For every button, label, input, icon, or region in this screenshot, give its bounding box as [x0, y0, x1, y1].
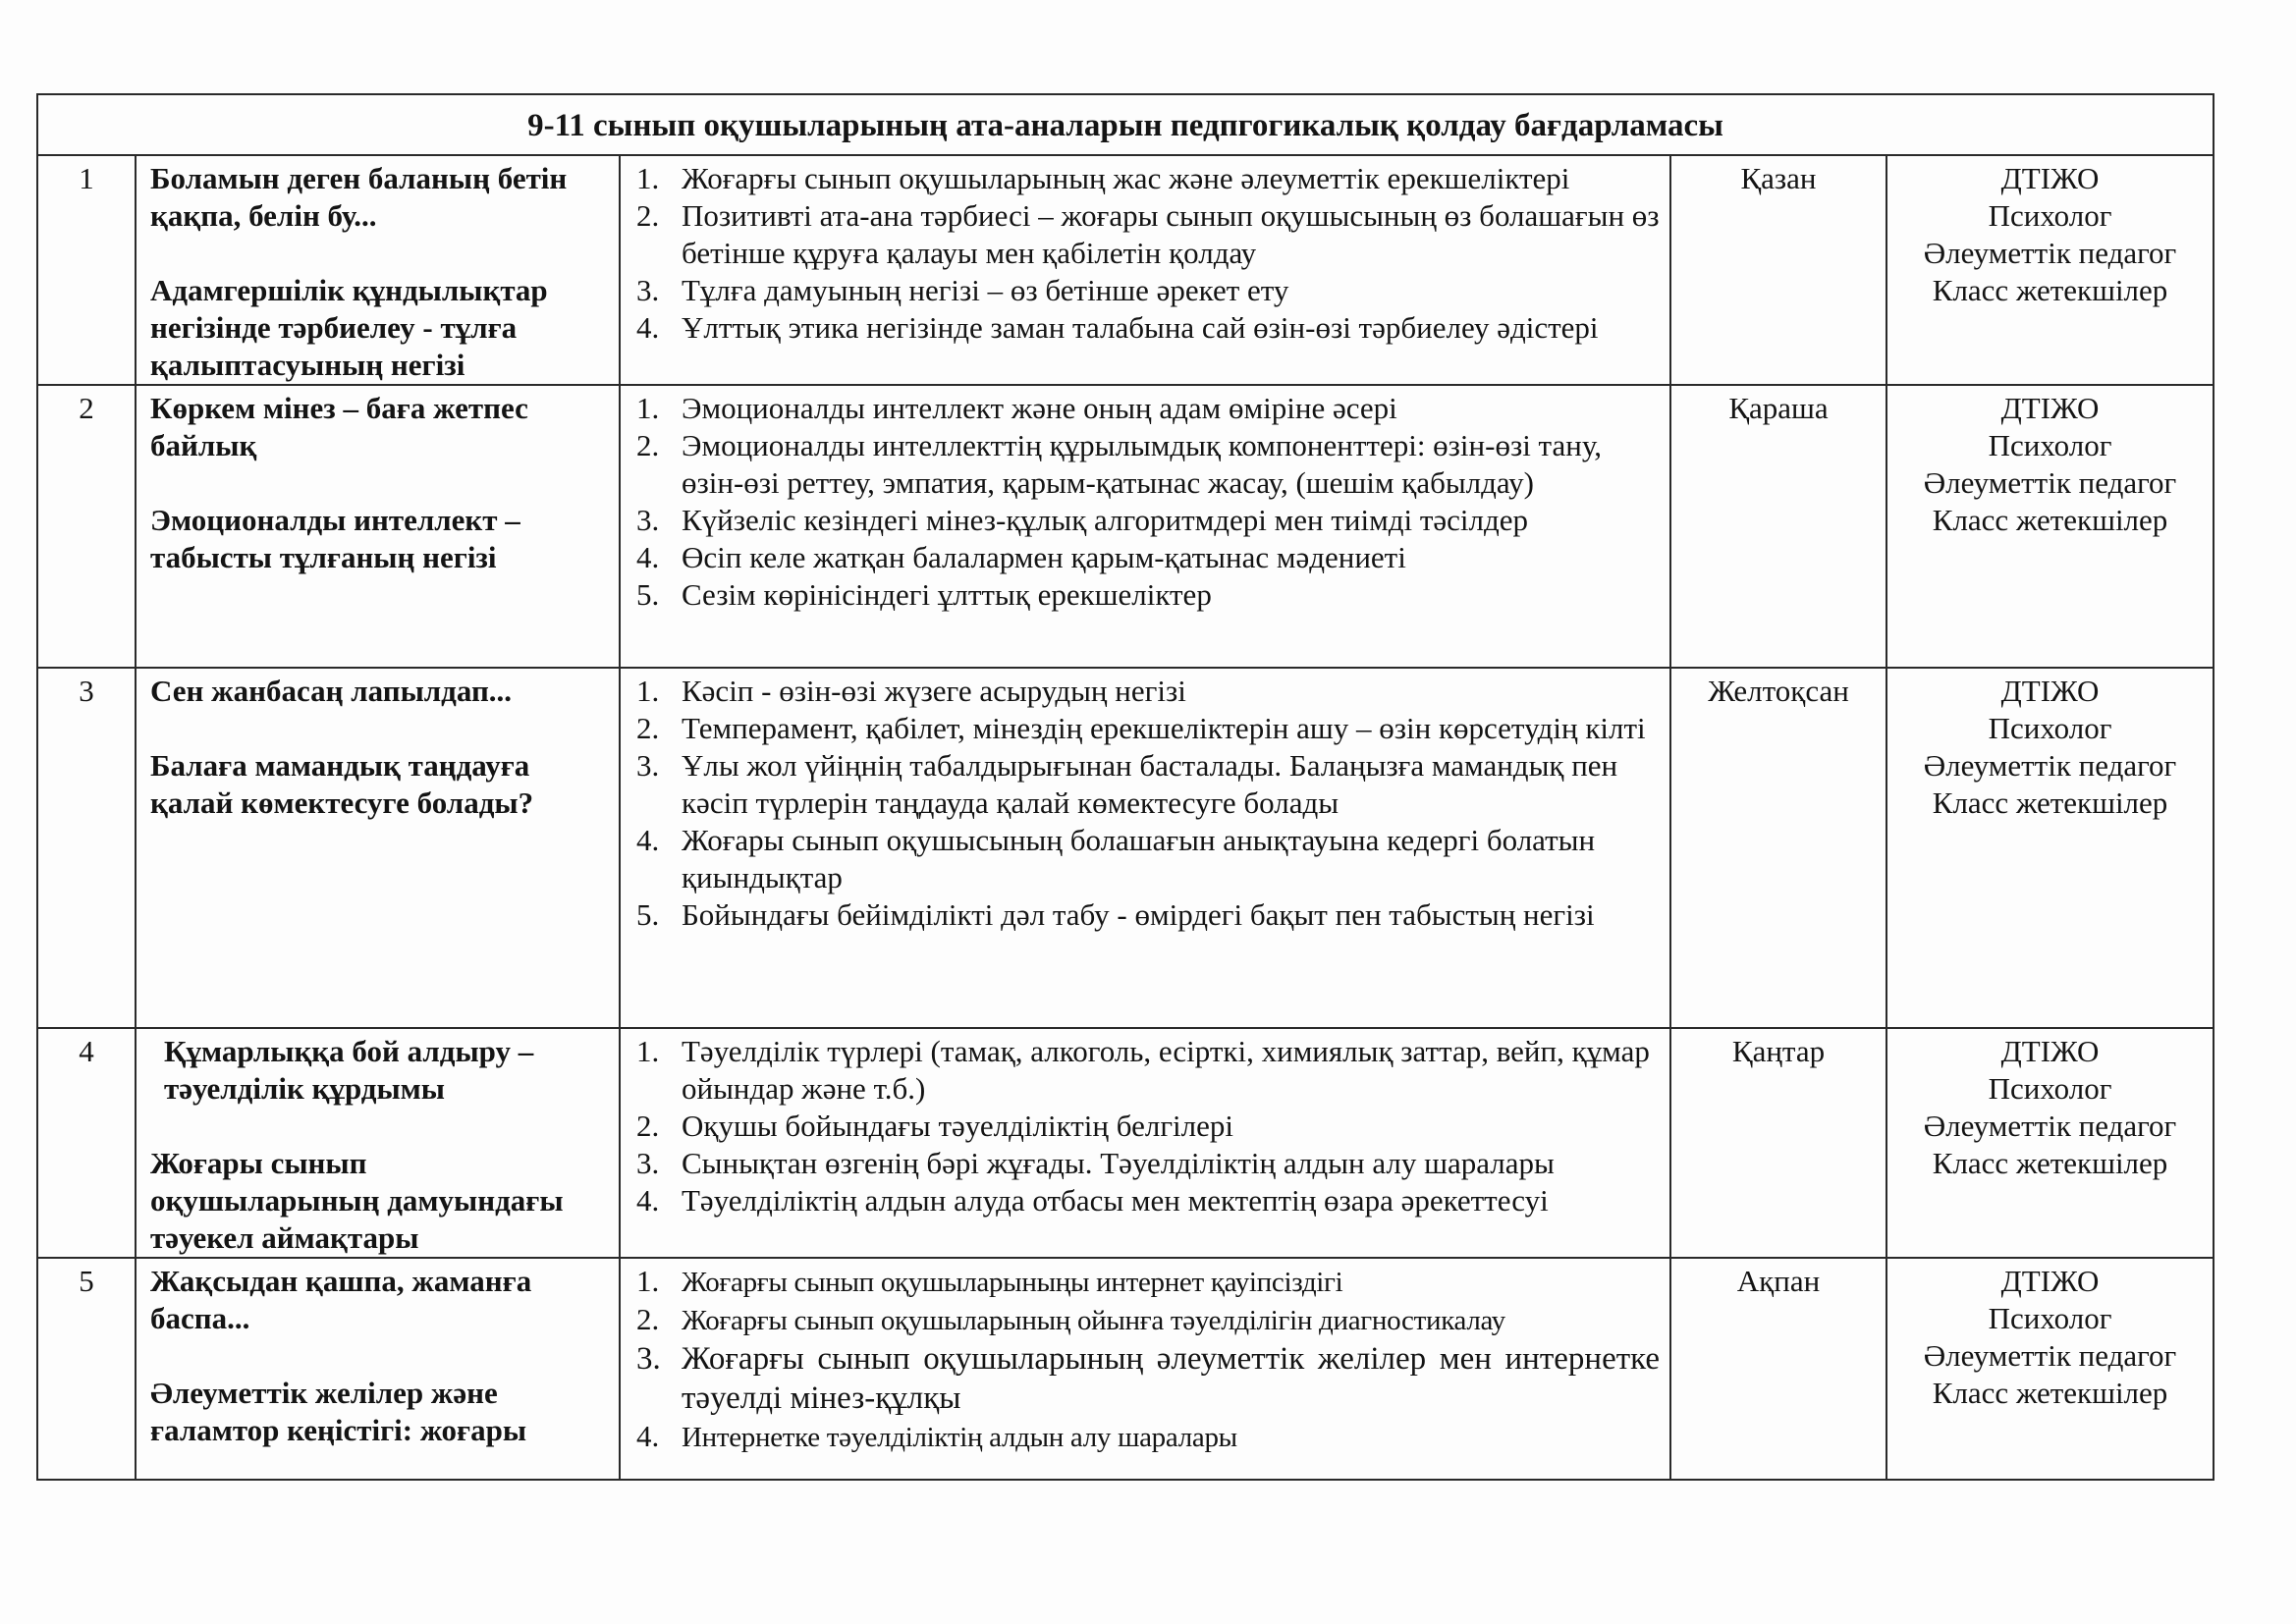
topic-subtitle: тәуекел аймақтары	[150, 1220, 419, 1255]
list-item: 1. Тәуелділік түрлері (тамақ, алкоголь, есірткі, химиялық заттар, вейп, құмар ойындар және т.б.)	[636, 1034, 1650, 1106]
list-item: 3. Жоғарғы сынып оқушыларының әлеуметтік желілер мен интернетке тәуелді мінез-құлқы	[636, 1341, 1660, 1416]
list-item: 1. Эмоционалды интеллект және оның адам өміріне әсері	[636, 391, 1397, 425]
table-title: 9-11 сынып оқушыларының ата-аналарын педпгогикалық қолдау бағдарламасы	[37, 94, 2214, 155]
list-item: 4. Ұлттық этика негізінде заман талабына сай өзін-өзі тәрбиелеу әдістері	[636, 310, 1599, 345]
topic-title: байлық	[150, 428, 257, 462]
items-cell	[620, 1028, 1670, 1258]
topic-cell	[136, 1028, 620, 1258]
topic-cell	[136, 1258, 620, 1480]
list-item: 3. Күйзеліс кезіндегі мінез-құлық алгоритмдері мен тиімді тәсілдер	[636, 503, 1529, 537]
month-cell: Ақпан	[1670, 1258, 1886, 1480]
topic-cell	[136, 155, 620, 385]
list-item: 2. Темперамент, қабілет, мінездің ерекшеліктерін ашу – өзін көрсетудің кілті	[636, 711, 1646, 745]
items-list	[629, 390, 1660, 614]
topic-title: Құмарлыққа бой алдыру –	[164, 1034, 534, 1068]
topic-title: баспа...	[150, 1301, 250, 1335]
topic-cell	[136, 385, 620, 668]
month-cell: Қазан	[1670, 155, 1886, 385]
list-item: 5. Сезім көрінісіндегі ұлттық ерекшеліктер	[636, 577, 1212, 612]
list-item: 1. Жоғарғы сынып оқушыларыныңы интернет қауіпсіздігі	[636, 1264, 1343, 1298]
responsible-cell: ДТІЖО Психолог Әлеуметтік педагог Класс жетекшілер	[1886, 155, 2214, 385]
list-item: 2. Оқушы бойындағы тәуелділіктің белгілері	[636, 1109, 1234, 1143]
items-cell	[620, 155, 1670, 385]
items-cell	[620, 668, 1670, 1028]
table-row	[37, 668, 2214, 1028]
responsible-cell: ДТІЖО Психолог Әлеуметтік педагог Класс жетекшілер	[1886, 1028, 2214, 1258]
list-item: 2. Эмоционалды интеллекттің құрылымдық компоненттері: өзін-өзі тану, өзін-өзі реттеу, эмпатия, қарым-қатынас жасау, (шешім қабылдау)	[636, 428, 1602, 500]
topic-subtitle: негізінде тәрбиелеу - тұлға	[150, 310, 518, 345]
row-number: 4	[37, 1028, 136, 1258]
topic-title: Сен жанбасаң лапылдап...	[150, 674, 513, 708]
list-item: 2. Позитивті ата-ана тәрбиесі – жоғары сынып оқушысының өз болашағын өз бетінше құруға қалауы мен қабілетін қолдау	[636, 198, 1660, 270]
list-item: 3. Сынықтан өзгенің бәрі жұғады. Тәуелділіктің алдын алу шаралары	[636, 1146, 1555, 1180]
items-list	[629, 673, 1660, 934]
row-number: 2	[37, 385, 136, 668]
table-row	[37, 1028, 2214, 1258]
responsible-cell: ДТІЖО Психолог Әлеуметтік педагог Класс жетекшілер	[1886, 1258, 2214, 1480]
topic-cell	[136, 668, 620, 1028]
topic-subtitle: Әлеуметтік желілер және	[150, 1376, 498, 1410]
topic-subtitle: табысты тұлғаның негізі	[150, 540, 497, 574]
responsible-cell: ДТІЖО Психолог Әлеуметтік педагог Класс жетекшілер	[1886, 385, 2214, 668]
topic-subtitle: Эмоционалды интеллект –	[150, 503, 520, 537]
list-item: 4. Интернетке тәуелділіктің алдын алу шаралары	[636, 1419, 1237, 1453]
row-number: 3	[37, 668, 136, 1028]
month-cell: Желтоқсан	[1670, 668, 1886, 1028]
list-item: 3. Ұлы жол үйіңнің табалдырығынан басталады. Балаңызға мамандық пен кәсіп түрлерін таңдауда қалай көмектесуге болады	[636, 748, 1618, 820]
list-item: 4. Өсіп келе жатқан балалармен қарым-қатынас мәдениеті	[636, 540, 1406, 574]
topic-subtitle: Адамгершілік құндылықтар	[150, 273, 548, 307]
topic-subtitle: Балаға мамандық таңдауға	[150, 748, 530, 783]
list-item: 5. Бойындағы бейімділікті дәл табу - өмірдегі бақыт пен табыстың негізі	[636, 897, 1595, 932]
program-table	[36, 93, 2214, 1481]
table-row	[37, 1258, 2214, 1480]
row-number: 5	[37, 1258, 136, 1480]
topic-subtitle: қалыптасуының негізі	[150, 348, 465, 382]
items-list	[629, 160, 1660, 347]
topic-subtitle: оқушыларының дамуындағы	[150, 1183, 564, 1218]
items-list	[629, 1263, 1660, 1456]
topic-title: тәуелділік құрдымы	[164, 1071, 445, 1106]
list-item: 4. Жоғары сынып оқушысының болашағын анықтауына кедергі болатын қиындықтар	[636, 823, 1596, 894]
items-list	[629, 1033, 1660, 1219]
month-cell: Қараша	[1670, 385, 1886, 668]
list-item: 1. Кәсіп - өзін-өзі жүзеге асырудың негізі	[636, 674, 1186, 708]
month-cell: Қаңтар	[1670, 1028, 1886, 1258]
topic-title: қақпа, белін бу...	[150, 198, 377, 233]
items-cell	[620, 385, 1670, 668]
list-item: 1. Жоғарғы сынып оқушыларының жас және әлеуметтік ерекшеліктері	[636, 161, 1570, 195]
row-number: 1	[37, 155, 136, 385]
list-item: 4. Тәуелділіктің алдын алуда отбасы мен мектептің өзара әрекеттесуі	[636, 1183, 1549, 1218]
table-title-row	[37, 94, 2214, 155]
topic-title: Көркем мінез – баға жетпес	[150, 391, 528, 425]
table-row	[37, 385, 2214, 668]
table-row	[37, 155, 2214, 385]
topic-subtitle: қалай көмектесуге болады?	[150, 785, 534, 820]
topic-title: Боламын деген баланың бетін	[150, 161, 568, 195]
responsible-cell: ДТІЖО Психолог Әлеуметтік педагог Класс жетекшілер	[1886, 668, 2214, 1028]
topic-subtitle: ғаламтор кеңістігі: жоғары	[150, 1413, 527, 1447]
list-item: 3. Тұлға дамуының негізі – өз бетінше әрекет ету	[636, 273, 1289, 307]
topic-title: Жақсыдан қашпа, жаманға	[150, 1264, 532, 1298]
topic-subtitle: Жоғары сынып	[150, 1146, 367, 1180]
items-cell	[620, 1258, 1670, 1480]
list-item: 2. Жоғарғы сынып оқушыларының ойынға тәуелділігін диагностикалау	[636, 1302, 1505, 1336]
